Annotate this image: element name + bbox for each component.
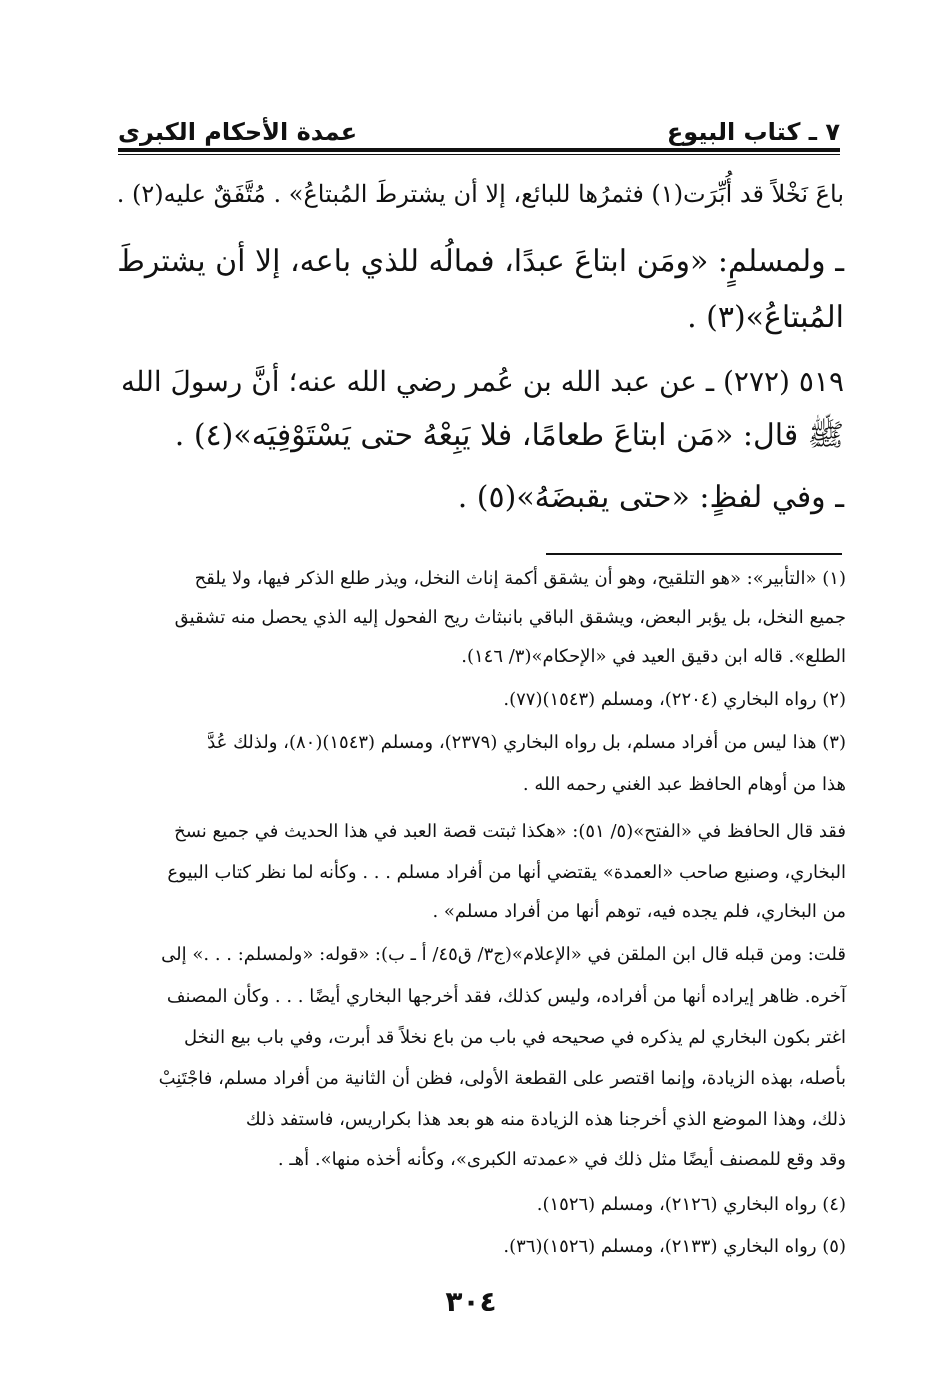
chapter-title: ٧ ـ كتاب البيوع: [666, 118, 840, 146]
footnote-1-line-2: جميع النخل، بل يؤبر البعض، ويشقق الباقي بانبثاث ريح الفحول إليه الذي يحصل منه تشقيق: [174, 607, 846, 628]
footnote-3-line-4: البخاري، وصنيع صاحب «العمدة» يقتضي أنها من أفراد مسلم . . . وكأنه لما نظر كتاب البيوع: [167, 862, 846, 883]
footnote-4: (٤) رواه البخاري (٢١٢٦)، ومسلم (١٥٢٦).: [536, 1194, 846, 1215]
main-line-3: المُبتاعُ»(٣) .: [687, 300, 844, 335]
running-header: [118, 104, 840, 146]
footnote-5: (٥) رواه البخاري (٢١٣٣)، ومسلم (١٥٢٦)(٣٦).: [503, 1236, 846, 1257]
book-title: عمدة الأحكام الكبرى: [118, 118, 358, 146]
footnote-3-line-7: آخره. ظاهر إيراده أنها من أفراده، وليس كذلك، فقد أخرجها البخاري أيضًا . . . وكأن المصنف: [166, 986, 846, 1007]
footnote-separator: [546, 553, 842, 555]
footnote-3-line-8: اغتر بكون البخاري لم يذكره في صحيحه في باب من باع نخلاً قد أبرت، وفي باب بيع النخل: [183, 1027, 846, 1048]
footnote-2: (٢) رواه البخاري (٢٢٠٤)، ومسلم (١٥٤٣)(٧٧).: [503, 689, 846, 710]
footnote-3-line-5: من البخاري، فلم يجده فيه، توهم أنها من أفراد مسلم» .: [432, 901, 846, 922]
footnote-3-line-3: فقد قال الحافظ في «الفتح»(٥/ ٥١): «هكذا ثبتت قصة العبد في هذا الحديث في جميع نسخ: [174, 821, 846, 842]
footnote-1-line-1: (١) «التأبير»: «هو التلقيح، وهو أن يشقق أكمة إناث النخل، ويذر طلع الذكر فيها، ولا يلقح: [194, 568, 846, 589]
footnote-3-line-6: قلت: ومن قبله قال ابن الملقن في «الإعلام»(ج٣/ ق٤٥/ أ ـ ب): «قوله: «ولمسلم: . . .» إلى: [161, 944, 846, 965]
main-line-2: ـ ولمسلمٍ: «ومَن ابتاعَ عبدًا، فمالُه للذي باعه، إلا أن يشترطَ: [117, 244, 844, 279]
header-rule-thin: [118, 154, 840, 155]
main-line-1: باعَ نَخْلاً قد أُبِّرَت(١) فثمرُها للبائع، إلا أن يشترطَ المُبتاعُ» . مُتَّفَقٌ عليه(٢) .: [116, 180, 844, 208]
footnote-3-line-11: وقد وقع للمصنف أيضًا مثل ذلك في «عمدته الكبرى»، وكأنه أخذه منها». أهـ .: [277, 1149, 846, 1170]
hadith-519-line-2: ﷺ قال: «مَن ابتاعَ طعامًا، فلا يَبِعْهُ حتى يَسْتَوْفِيَه»(٤) .: [174, 418, 844, 453]
footnote-3-line-2: هذا من أوهام الحافظ عبد الغني رحمه الله .: [522, 774, 846, 795]
hadith-519-variant: ـ وفي لفظٍ: «حتى يقبضَهُ»(٥) .: [457, 480, 844, 515]
hadith-519-line-1: ٥١٩ (٢٧٢) ـ عن عبد الله بن عُمر رضي الله عنه؛ أنَّ رسولَ الله: [121, 365, 844, 398]
footnote-3-line-9: بأصله، بهذه الزيادة، وإنما اقتصر على القطعة الأولى، فظن أن الثانية من أفراد مسلم، فاجْتَنِبْ: [158, 1068, 846, 1089]
footnote-3-line-1: (٣) هذا ليس من أفراد مسلم، بل رواه البخاري (٢٣٧٩)، ومسلم (١٥٤٣)(٨٠)، ولذلك عُدَّ: [207, 732, 846, 753]
footnote-1-line-3: الطلع». قاله ابن دقيق العيد في «الإحكام»(٣/ ١٤٦).: [461, 646, 846, 667]
footnote-3-line-10: ذلك، وهذا الموضع الذي أخرجنا هذه الزيادة منه هو بعد هذا بكراريس، فاستفد ذلك: [245, 1109, 846, 1130]
header-rule: [118, 148, 840, 152]
page-number: ٣٠٤: [445, 1285, 497, 1318]
